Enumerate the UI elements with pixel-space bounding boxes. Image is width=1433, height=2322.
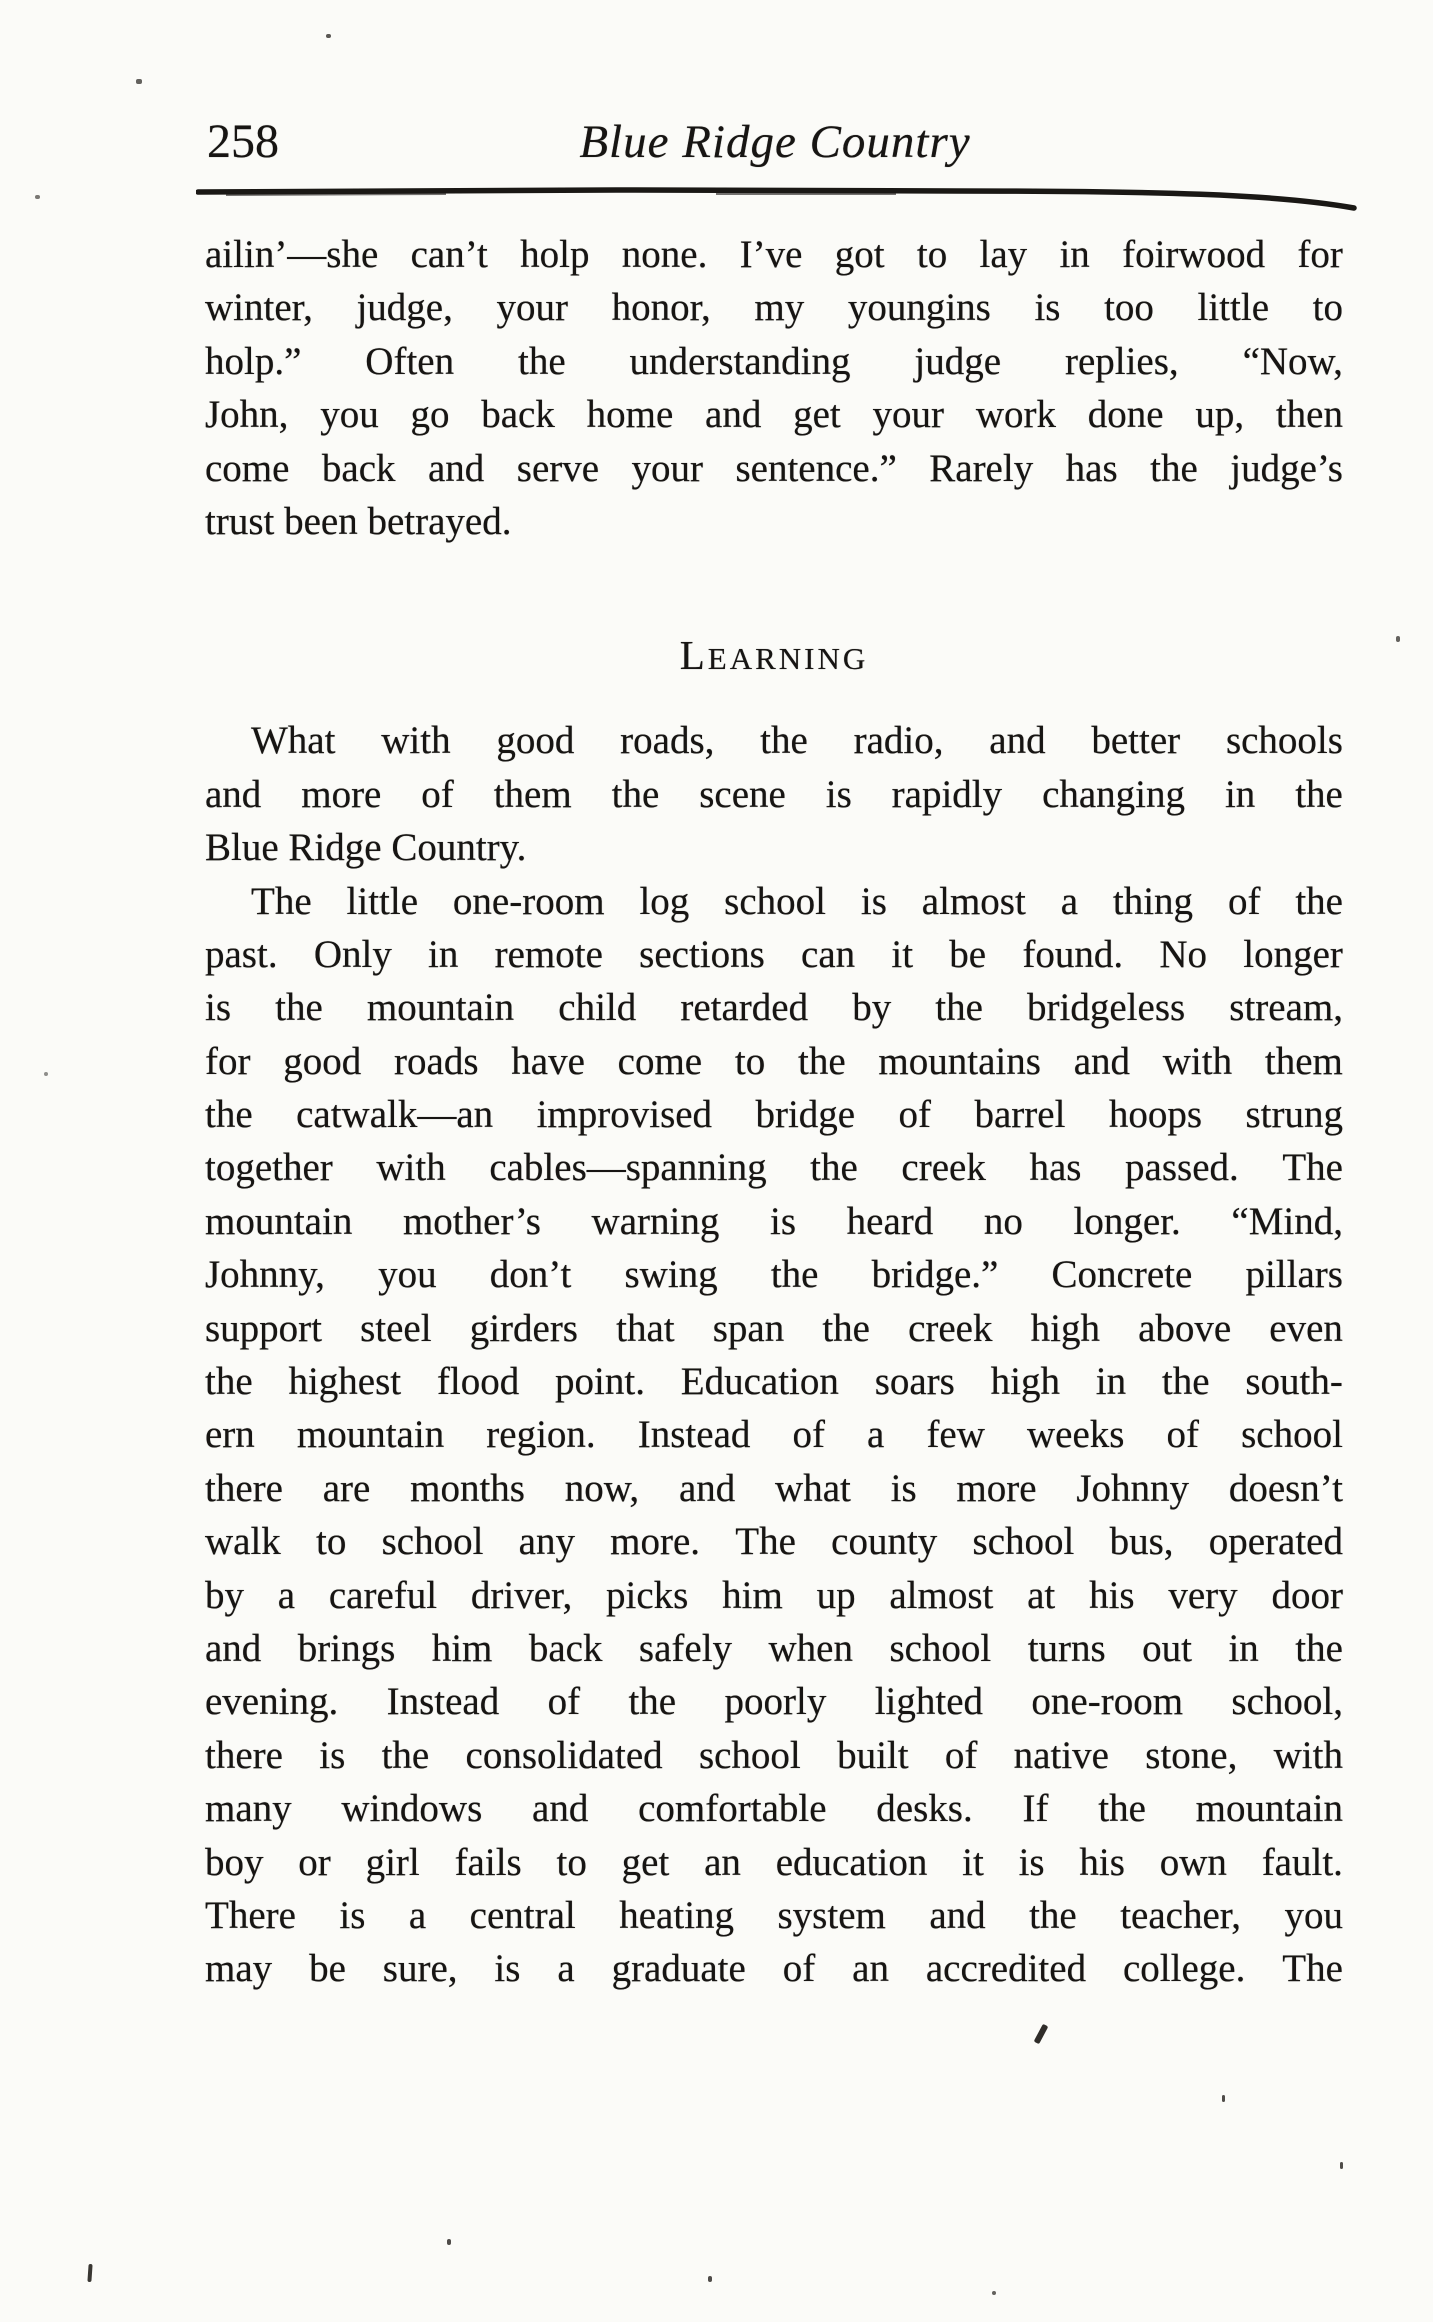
paragraph [205, 228, 1343, 548]
text-line: the catwalk—an improvised bridge of barrel hoops strung [205, 1093, 1343, 1137]
running-head [205, 116, 1345, 172]
scan-speck [87, 2264, 92, 2282]
section-heading [205, 632, 1343, 678]
header-rule [196, 184, 1358, 214]
text-line: mountain mother’s warning is heard no longer. “Mind, [205, 1199, 1343, 1243]
text-line: evening. Instead of the poorly lighted one-room school, [205, 1680, 1343, 1724]
scan-speck [447, 2239, 451, 2245]
section-heading-rest: EARNING [707, 641, 869, 677]
scan-speck [1340, 2162, 1343, 2169]
text-line: winter, judge, your honor, my youngins is too little to [205, 286, 1343, 330]
scan-speck [992, 2291, 996, 2295]
running-title: Blue Ridge Country [579, 116, 971, 168]
text-line: trust been betrayed. [205, 499, 512, 543]
text-line: and more of them the scene is rapidly changing in the [205, 772, 1343, 816]
text-line: support steel girders that span the creek high above even [205, 1306, 1343, 1350]
text-line: may be sure, is a graduate of an accredited college. The [205, 1947, 1343, 1991]
text-line: come back and serve your sentence.” Rarely has the judge’s [205, 446, 1343, 490]
text-line: Johnny, you don’t swing the bridge.” Concrete pillars [205, 1253, 1343, 1297]
text-line: there is the consolidated school built of native stone, with [205, 1733, 1343, 1777]
text-line: by a careful driver, picks him up almost at his very door [205, 1573, 1343, 1617]
scan-speck [1222, 2095, 1225, 2102]
text-block [205, 228, 1343, 1996]
text-line: there are months now, and what is more Johnny doesn’t [205, 1466, 1343, 1510]
text-line: holp.” Often the understanding judge replies, “Now, [205, 339, 1343, 383]
text-line: The little one-room log school is almost a thing of the [251, 879, 1343, 923]
text-line: ern mountain region. Instead of a few weeks of school [205, 1413, 1343, 1457]
text-line: ailin’—she can’t holp none. I’ve got to lay in foirwood for [205, 233, 1343, 276]
text-line: What with good roads, the radio, and better schools [251, 719, 1343, 763]
text-line: together with cables—spanning the creek has passed. The [205, 1146, 1343, 1190]
text-line: is the mountain child retarded by the bridgeless stream, [205, 986, 1343, 1030]
text-line: past. Only in remote sections can it be found. No longer [205, 932, 1343, 976]
scan-speck [326, 34, 331, 38]
scan-speck [35, 195, 40, 199]
text-line: John, you go back home and get your work done up, then [205, 393, 1343, 437]
text-line: and brings him back safely when school turns out in the [205, 1626, 1343, 1670]
text-line: the highest flood point. Education soars high in the south- [205, 1360, 1343, 1404]
page-number: 258 [207, 115, 279, 168]
scan-speck [708, 2276, 712, 2282]
scan-speck [44, 1072, 48, 1076]
paragraph [205, 875, 1343, 1996]
section-heading-initial: L [679, 632, 708, 679]
scan-speck [1396, 636, 1400, 642]
scan-speck [136, 79, 142, 84]
text-line: Blue Ridge Country. [205, 826, 527, 870]
paragraph [205, 714, 1343, 874]
text-line: many windows and comfortable desks. If the mountain [205, 1787, 1343, 1831]
text-line: walk to school any more. The county school bus, operated [205, 1520, 1343, 1564]
scan-speck [1034, 2024, 1049, 2044]
text-line: boy or girl fails to get an education it is his own fault. [205, 1840, 1343, 1884]
text-line: There is a central heating system and the teacher, you [205, 1893, 1343, 1937]
text-line: for good roads have come to the mountains and with them [205, 1039, 1343, 1083]
